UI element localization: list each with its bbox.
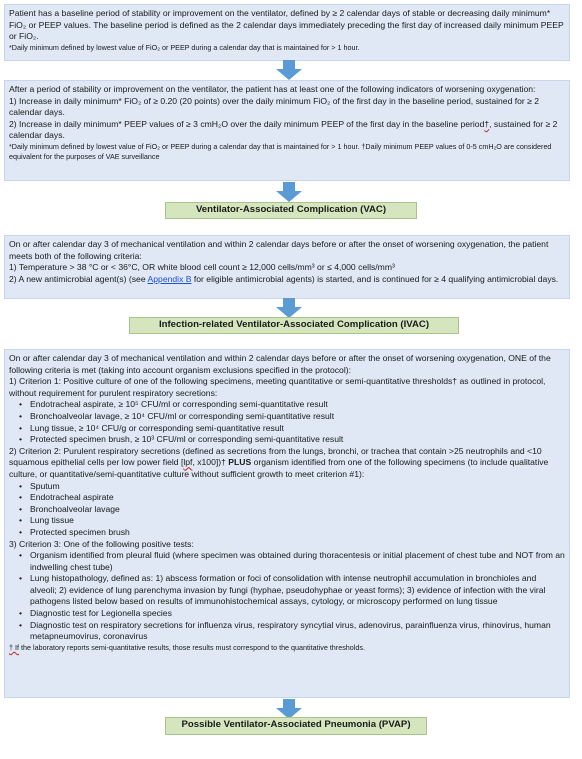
- vac-item-1: 1) Temperature > 38 °C or < 36°C, OR white blood cell count ≥ 12,000 cells/mm³ or ≤ 4,000 cells/mm³: [9, 262, 395, 273]
- pvap-criteria-box: [4, 349, 570, 698]
- baseline-stability-box: [4, 4, 570, 61]
- list-item: • Lung tissue: [9, 515, 565, 527]
- worsening-oxygenation-box: [4, 80, 570, 181]
- list-item: • Protected specimen brush, ≥ 10³ CFU/ml or corresponding semi-quantitative result: [9, 434, 565, 446]
- footnote: † If the laboratory reports semi-quantitative results, those results must correspond to the quantitative thresholds.: [9, 642, 365, 652]
- baseline-note: *Daily minimum defined by lowest value of FiO₂ or PEEP during a calendar day that is maintained for > 1 hour.: [9, 42, 360, 52]
- list-item: • Bronchoalveolar lavage: [9, 504, 565, 516]
- criterion-3: 3) Criterion 3: One of the following positive tests:: [9, 538, 194, 549]
- worsening-note: *Daily minimum defined by lowest value of FiO₂ or PEEP during a calendar day that is maintained for > 1 hour. †Daily minimum PEEP values of 0-5 cmH₂O are considered equivalent for the purposes of VAE surveillance: [9, 141, 552, 162]
- ivac-label: Infection-related Ventilator-Associated Complication (IVAC): [129, 317, 459, 334]
- list-item: • Diagnostic test for Legionella species: [9, 608, 565, 620]
- list-item: • Protected specimen brush: [9, 527, 565, 539]
- worsening-intro: After a period of stability or improvement on the ventilator, the patient has at least one of the following indicators of worsening oxygenation:: [9, 84, 536, 94]
- list-item: • Sputum: [9, 481, 565, 493]
- down-arrow-icon: [276, 182, 302, 202]
- pvap-intro: On or after calendar day 3 of mechanical ventilation and within 2 calendar days before or after the onset of worsening oxygenation, ONE of the following criteria is met (taking into account organism exclusions specified in the protocol):: [9, 353, 551, 375]
- list-item: • Lung tissue, ≥ 10⁴ CFU/g or corresponding semi-quantitative result: [9, 423, 565, 435]
- list-item: • Endotracheal aspirate: [9, 492, 565, 504]
- worsening-item-2: 2) Increase in daily minimum* PEEP values of ≥ 3 cmH₂O over the daily minimum PEEP of the first day in the baseline period†, sustained for ≥ 2 calendar days.: [9, 118, 558, 141]
- criterion-2: 2) Criterion 2: Purulent respiratory secretions (defined as secretions from the lungs, bronchi, or trachea that contain >25 neutrophils and <10 squamous epithelial cells per low power field [lpf, x100])† PLUS organism identified from one of the following specimens (to include qualitative culture, or quantitative/semi-quantitative culture without sufficient growth to meet criterion #1):: [9, 445, 549, 479]
- list-item: • Lung histopathology, defined as: 1) abscess formation or foci of consolidation with intense neutrophil accumulation in bronchioles and alveoli; 2) evidence of lung parenchyma invasion by fungi (hyphae, pseudohyphae or yeast forms); 3) evidence of infection with the viral pathogens listed below based on results of immunohistochemical assays, cytology, or microscopy performed on lung tissue: [9, 573, 565, 608]
- vac-label: Ventilator-Associated Complication (VAC): [165, 202, 417, 219]
- list-item: • Bronchoalveolar lavage, ≥ 10⁴ CFU/ml or corresponding semi-quantitative result: [9, 411, 565, 423]
- pvap-label: Possible Ventilator-Associated Pneumonia (PVAP): [165, 717, 427, 735]
- vac-criteria-box: [4, 235, 570, 299]
- criterion-1: 1) Criterion 1: Positive culture of one of the following specimens, meeting quantitative or semi-quantitative thresholds† as outlined in protocol, without requirement for purulent respiratory secretions:: [9, 376, 546, 398]
- down-arrow-icon: [276, 60, 302, 80]
- vac-item-2: 2) A new antimicrobial agent(s) (see Appendix B for eligible antimicrobial agents) is started, and is continued for ≥ 4 qualifying antimicrobial days.: [9, 273, 559, 284]
- vac-intro: On or after calendar day 3 of mechanical ventilation and within 2 calendar days before or after the onset of worsening oxygenation, the patient meets both of the following criteria:: [9, 239, 549, 261]
- worsening-item-1: 1) Increase in daily minimum* FiO₂ of ≥ 0.20 (20 points) over the daily minimum FiO₂ of the first day in the baseline period, sustained for ≥ 2 calendar days.: [9, 95, 540, 118]
- list-item: • Diagnostic test on respiratory secretions for influenza virus, respiratory syncytial virus, adenovirus, parainfluenza virus, rhinovirus, human metapneumovirus, coronavirus: [9, 620, 565, 643]
- list-item: • Organism identified from pleural fluid (where specimen was obtained during thoracentesis or initial placement of chest tube and NOT from an indwelling chest tube): [9, 550, 565, 573]
- appendix-b-link[interactable]: Appendix B: [147, 273, 192, 284]
- baseline-text: Patient has a baseline period of stability or improvement on the ventilator, defined by ≥ 2 calendar days of stable or decreasing daily minimum* FiO₂ or PEEP values. The baseline period is defined as the 2 calendar days immediately preceding the first day of increased daily minimum PEEP or FiO₂.: [9, 8, 564, 42]
- down-arrow-icon: [276, 699, 302, 719]
- list-item: • Endotracheal aspirate, ≥ 10⁵ CFU/ml or corresponding semi-quantitative result: [9, 399, 565, 411]
- down-arrow-icon: [276, 298, 302, 318]
